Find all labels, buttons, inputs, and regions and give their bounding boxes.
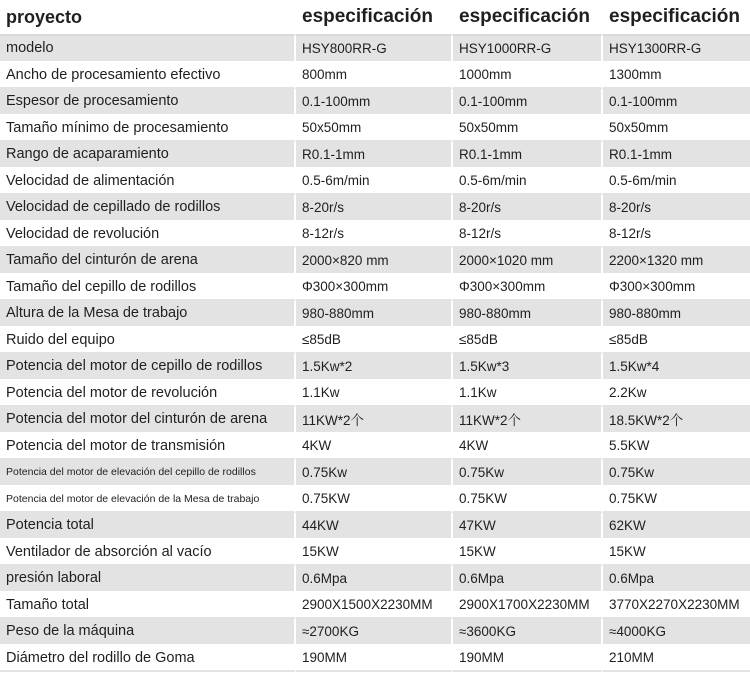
spec-value-2: HSY1000RR-G xyxy=(453,36,603,63)
spec-value-2: 8-12r/s xyxy=(453,222,603,249)
row-label: Potencia del motor de cepillo de rodillos xyxy=(0,354,296,381)
spec-value-1: 15KW xyxy=(296,540,453,567)
header-spec-1: especificación xyxy=(296,0,453,36)
spec-value-1: 800mm xyxy=(296,63,453,90)
spec-value-1: 0.1-100mm xyxy=(296,89,453,116)
row-label: Peso de la máquina xyxy=(0,619,296,646)
table-row xyxy=(0,381,750,408)
spec-value-1: 50x50mm xyxy=(296,116,453,143)
spec-value-1: 2900X1500X2230MM xyxy=(296,593,453,620)
spec-value-2: 8-20r/s xyxy=(453,195,603,222)
spec-value-1: HSY800RR-G xyxy=(296,36,453,63)
spec-value-3: R0.1-1mm xyxy=(603,142,750,169)
spec-value-1: 8-12r/s xyxy=(296,222,453,249)
spec-value-1: 0.75KW xyxy=(296,487,453,514)
spec-value-1: R0.1-1mm xyxy=(296,142,453,169)
spec-value-3: 3770X2270X2230MM xyxy=(603,593,750,620)
spec-value-3: 50x50mm xyxy=(603,116,750,143)
table-row xyxy=(0,116,750,143)
spec-value-2: 0.6Mpa xyxy=(453,566,603,593)
spec-value-3: 0.5-6m/min xyxy=(603,169,750,196)
spec-value-2: 15KW xyxy=(453,540,603,567)
spec-value-2: 4KW xyxy=(453,434,603,461)
spec-value-2: 1.1Kw xyxy=(453,381,603,408)
spec-value-1: 0.5-6m/min xyxy=(296,169,453,196)
spec-value-2: 2900X1700X2230MM xyxy=(453,593,603,620)
row-label: Potencia del motor del cinturón de arena xyxy=(0,407,296,434)
header-spec-3: especificación xyxy=(603,0,750,36)
spec-value-2: 47KW xyxy=(453,513,603,540)
table-row xyxy=(0,328,750,355)
spec-value-1: ≤85dB xyxy=(296,328,453,355)
spec-value-3: ≤85dB xyxy=(603,328,750,355)
table-row xyxy=(0,142,750,169)
spec-value-2: 980-880mm xyxy=(453,301,603,328)
table-row xyxy=(0,407,750,434)
spec-table-body xyxy=(0,36,750,672)
table-row xyxy=(0,248,750,275)
table-row xyxy=(0,169,750,196)
spec-value-2: 50x50mm xyxy=(453,116,603,143)
spec-value-2: 2000×1020 mm xyxy=(453,248,603,275)
spec-value-3: 62KW xyxy=(603,513,750,540)
table-row xyxy=(0,593,750,620)
spec-value-1: 1.5Kw*2 xyxy=(296,354,453,381)
spec-value-3: 1.5Kw*4 xyxy=(603,354,750,381)
spec-value-1: Φ300×300mm xyxy=(296,275,453,302)
spec-value-3: 5.5KW xyxy=(603,434,750,461)
spec-value-2: 1.5Kw*3 xyxy=(453,354,603,381)
spec-value-3: 210MM xyxy=(603,646,750,673)
spec-value-1: 980-880mm xyxy=(296,301,453,328)
row-label: Velocidad de alimentación xyxy=(0,169,296,196)
row-label: Potencia del motor de transmisión xyxy=(0,434,296,461)
spec-value-2: 0.1-100mm xyxy=(453,89,603,116)
row-label: Altura de la Mesa de trabajo xyxy=(0,301,296,328)
header-spec-2: especificación xyxy=(453,0,603,36)
spec-value-3: 2200×1320 mm xyxy=(603,248,750,275)
spec-value-1: 11KW*2个 xyxy=(296,407,453,434)
table-row xyxy=(0,646,750,673)
spec-value-2: 0.5-6m/min xyxy=(453,169,603,196)
spec-value-3: 15KW xyxy=(603,540,750,567)
spec-value-1: 0.75Kw xyxy=(296,460,453,487)
row-label: Tamaño total xyxy=(0,593,296,620)
spec-value-3: 2.2Kw xyxy=(603,381,750,408)
row-label: presión laboral xyxy=(0,566,296,593)
table-row xyxy=(0,566,750,593)
spec-value-3: 0.75KW xyxy=(603,487,750,514)
spec-value-3: HSY1300RR-G xyxy=(603,36,750,63)
row-label: Potencia del motor de revolución xyxy=(0,381,296,408)
row-label: Rango de acaparamiento xyxy=(0,142,296,169)
spec-value-3: Φ300×300mm xyxy=(603,275,750,302)
spec-value-3: 980-880mm xyxy=(603,301,750,328)
row-label: Tamaño del cepillo de rodillos xyxy=(0,275,296,302)
spec-value-2: ≤85dB xyxy=(453,328,603,355)
table-row xyxy=(0,434,750,461)
spec-value-2: 0.75KW xyxy=(453,487,603,514)
spec-value-2: ≈3600KG xyxy=(453,619,603,646)
spec-value-1: 8-20r/s xyxy=(296,195,453,222)
table-row xyxy=(0,275,750,302)
row-label: Potencia total xyxy=(0,513,296,540)
row-label: Ancho de procesamiento efectivo xyxy=(0,63,296,90)
spec-value-1: 1.1Kw xyxy=(296,381,453,408)
spec-value-3: 0.75Kw xyxy=(603,460,750,487)
row-label: modelo xyxy=(0,36,296,63)
row-label: Tamaño del cinturón de arena xyxy=(0,248,296,275)
table-row xyxy=(0,540,750,567)
spec-value-1: ≈2700KG xyxy=(296,619,453,646)
table-row xyxy=(0,222,750,249)
row-label: Tamaño mínimo de procesamiento xyxy=(0,116,296,143)
header-proyecto: proyecto xyxy=(0,0,296,36)
spec-value-3: 18.5KW*2个 xyxy=(603,407,750,434)
spec-value-2: 1000mm xyxy=(453,63,603,90)
spec-value-1: 190MM xyxy=(296,646,453,673)
spec-value-3: 1300mm xyxy=(603,63,750,90)
spec-value-1: 4KW xyxy=(296,434,453,461)
spec-value-1: 2000×820 mm xyxy=(296,248,453,275)
table-row xyxy=(0,619,750,646)
spec-value-3: ≈4000KG xyxy=(603,619,750,646)
row-label: Espesor de procesamiento xyxy=(0,89,296,116)
table-row xyxy=(0,89,750,116)
spec-value-3: 0.1-100mm xyxy=(603,89,750,116)
row-label: Ruido del equipo xyxy=(0,328,296,355)
table-row xyxy=(0,460,750,487)
spec-value-1: 0.6Mpa xyxy=(296,566,453,593)
row-label: Velocidad de revolución xyxy=(0,222,296,249)
spec-value-2: Φ300×300mm xyxy=(453,275,603,302)
spec-value-2: 190MM xyxy=(453,646,603,673)
table-row xyxy=(0,513,750,540)
table-row xyxy=(0,354,750,381)
row-label: Diámetro del rodillo de Goma xyxy=(0,646,296,673)
spec-value-2: 11KW*2个 xyxy=(453,407,603,434)
spec-value-3: 8-12r/s xyxy=(603,222,750,249)
spec-value-2: 0.75Kw xyxy=(453,460,603,487)
table-row xyxy=(0,36,750,63)
table-row xyxy=(0,487,750,514)
table-row xyxy=(0,195,750,222)
spec-value-2: R0.1-1mm xyxy=(453,142,603,169)
row-label: Potencia del motor de elevación de la Mesa de trabajo xyxy=(0,487,296,514)
spec-value-1: 44KW xyxy=(296,513,453,540)
spec-value-3: 0.6Mpa xyxy=(603,566,750,593)
row-label: Ventilador de absorción al vacío xyxy=(0,540,296,567)
table-row xyxy=(0,63,750,90)
table-row xyxy=(0,301,750,328)
header-row xyxy=(0,0,750,36)
row-label: Potencia del motor de elevación del cepillo de rodillos xyxy=(0,460,296,487)
row-label: Velocidad de cepillado de rodillos xyxy=(0,195,296,222)
spec-value-3: 8-20r/s xyxy=(603,195,750,222)
